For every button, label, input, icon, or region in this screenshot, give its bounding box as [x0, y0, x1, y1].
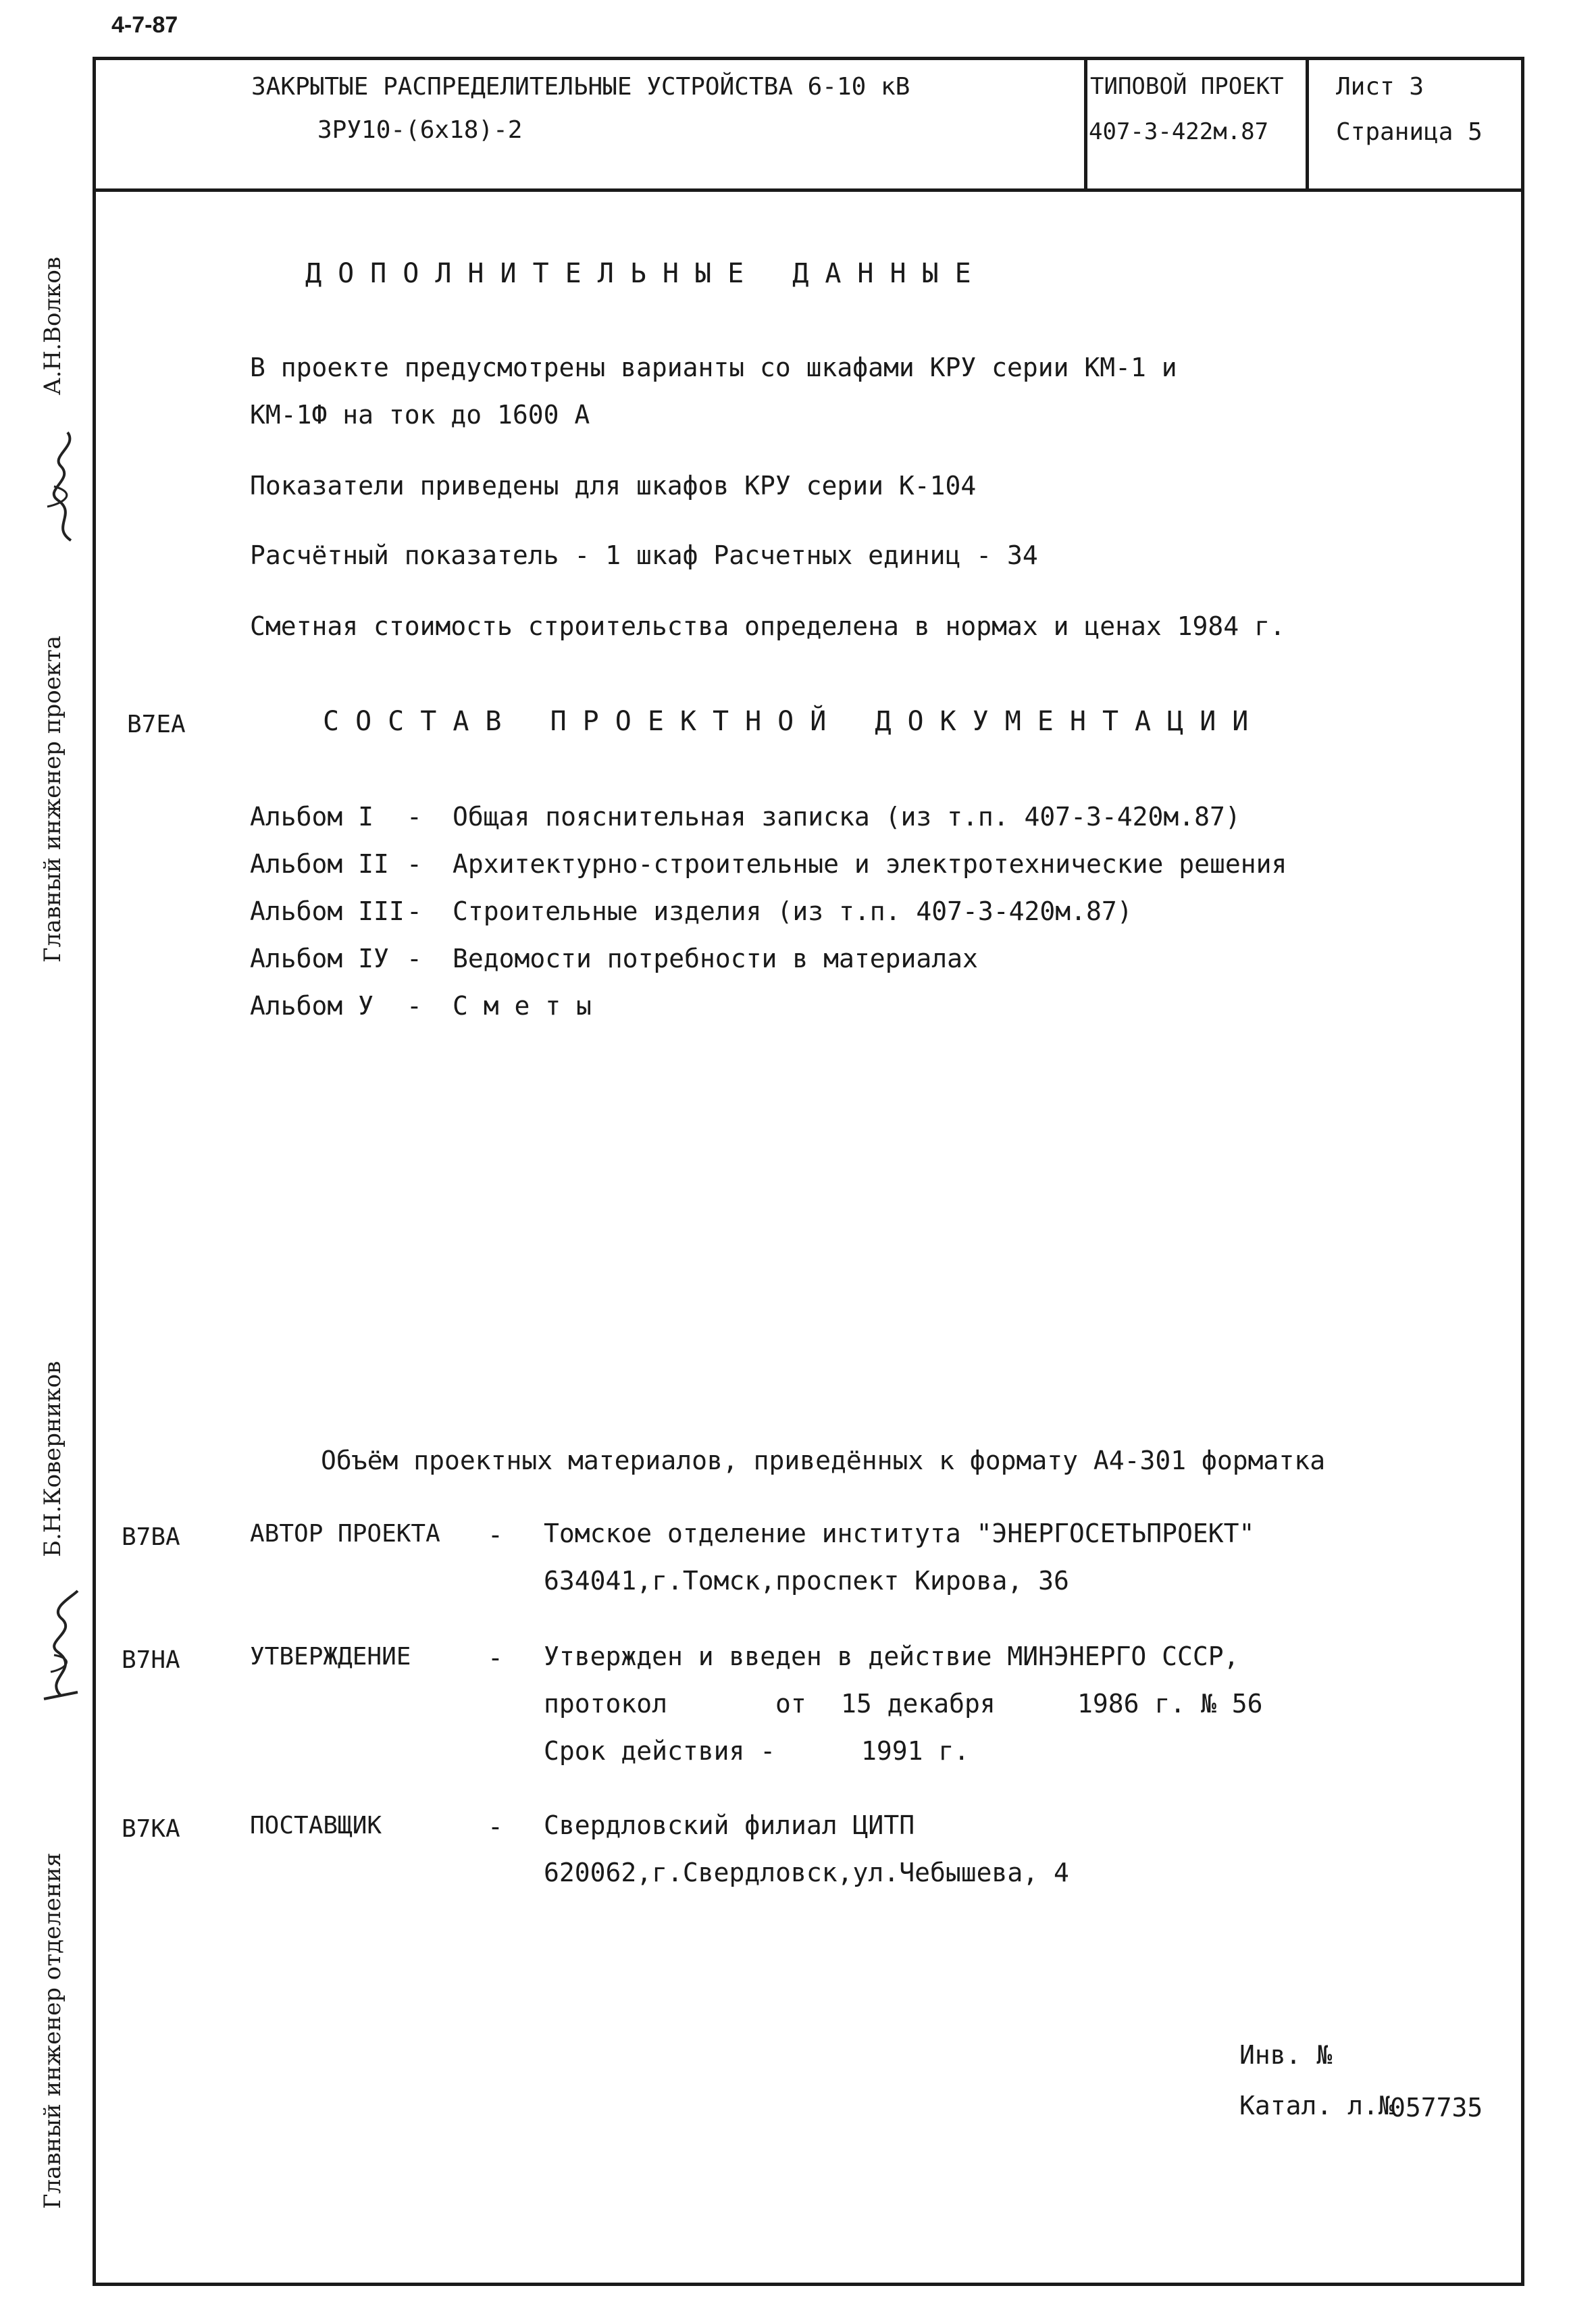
album-desc: С м е т ы [453, 991, 592, 1021]
body-line: КМ-1Ф на ток до 1600 А [250, 400, 590, 430]
doc-title: ЗАКРЫТЫЕ РАСПРЕДЕЛИТЕЛЬНЫЕ УСТРОЙСТВА 6-10 кВ [251, 73, 910, 101]
author-dash: - [488, 1520, 503, 1550]
body-line: В проекте предусмотрены варианты со шкафами КРУ серии КМ-1 и [250, 353, 1177, 382]
author-line2: 634041,г.Томск,проспект Кирова, 36 [544, 1566, 1069, 1596]
approval-line1: Утвержден и введен в действие МИНЭНЕРГО СССР, [544, 1642, 1239, 1671]
approval-from: от [775, 1689, 806, 1719]
supplier-label: ПОСТАВЩИК [250, 1812, 382, 1839]
album-desc: Ведомости потребности в материалах [453, 944, 978, 973]
signature-kovernikov [30, 1584, 91, 1706]
album-dash: - [407, 991, 422, 1021]
supplier-line2: 620062,г.Свердловск,ул.Чебышева, 4 [544, 1858, 1069, 1887]
approval-label: УТВЕРЖДЕНИЕ [250, 1643, 411, 1671]
body-line: Показатели приведены для шкафов КРУ серии К-104 [250, 471, 977, 501]
inventory-label: Инв. № [1239, 2040, 1333, 2070]
approval-date: 15 декабря [841, 1689, 996, 1719]
supplier-code: В7КА [122, 1815, 180, 1843]
album-dash: - [407, 802, 422, 832]
section-heading-additional: ДОПОЛНИТЕЛЬНЫЕ ДАННЫЕ [305, 258, 987, 289]
album-name: Альбом III [250, 896, 405, 926]
album-desc: Строительные изделия (из т.п. 407-3-420м.87) [453, 896, 1133, 926]
sidebar-name-volkov: А.Н.Волков [39, 257, 66, 395]
sidebar-name-kovernikov: Б.Н.Коверников [39, 1361, 66, 1557]
doc-subtitle: ЗРУ10-(6х18)-2 [317, 116, 523, 144]
approval-dash: - [488, 1643, 503, 1673]
supplier-line1: Свердловский филиал ЦИТП [544, 1810, 915, 1840]
sheet-number: Лист 3 [1336, 73, 1424, 101]
signature-volkov [30, 426, 91, 547]
validity-year: 1991 г. [861, 1736, 970, 1766]
approval-year-number: 1986 г. № 56 [1077, 1689, 1263, 1719]
album-desc: Общая пояснительная записка (из т.п. 407-3-420м.87) [453, 802, 1241, 832]
sidebar-role-chief-project: Главный инженер проекта [39, 635, 66, 963]
title-block-divider [1306, 57, 1309, 192]
title-block-divider [1084, 57, 1087, 192]
author-code: В7ВА [122, 1523, 180, 1551]
album-name: Альбом I [250, 802, 374, 832]
section-heading-composition: СОСТАВ ПРОЕКТНОЙ ДОКУМЕНТАЦИИ [323, 706, 1265, 737]
album-desc: Архитектурно-строительные и электротехнические решения [453, 849, 1287, 879]
approval-protocol: протокол [544, 1689, 668, 1719]
body-line: Расчётный показатель - 1 шкаф Расчетных единиц - 34 [250, 540, 1038, 570]
album-dash: - [407, 849, 422, 879]
body-line: Сметная стоимость строительства определена в нормах и ценах 1984 г. [250, 611, 1285, 641]
page-frame [93, 57, 1524, 2286]
album-dash: - [407, 944, 422, 973]
project-number: 407-3-422м.87 [1089, 118, 1269, 145]
album-dash: - [407, 896, 422, 926]
validity-label: Срок действия - [544, 1736, 776, 1766]
author-label: АВТОР ПРОЕКТА [250, 1520, 440, 1548]
approval-code: В7НА [122, 1646, 180, 1674]
album-name: Альбом У [250, 991, 374, 1021]
supplier-dash: - [488, 1812, 503, 1841]
project-label: ТИПОВОЙ ПРОЕКТ [1090, 73, 1284, 100]
section-code: В7ЕА [127, 711, 186, 738]
album-name: Альбом II [250, 849, 389, 879]
volume-line: Объём проектных материалов, приведённых к формату А4-301 форматка [321, 1446, 1326, 1475]
sidebar-role-chief-department: Главный инженер отделения [39, 1852, 66, 2209]
page-number: Страница 5 [1336, 118, 1483, 146]
catalog-label: Катал. л.№ [1239, 2091, 1394, 2120]
album-name: Альбом IУ [250, 944, 389, 973]
author-line1: Томское отделение института "ЭНЕРГОСЕТЬПРОЕКТ" [544, 1519, 1255, 1548]
catalog-number: 057735 [1390, 2093, 1483, 2123]
corner-code: 4-7-87 [111, 12, 178, 38]
